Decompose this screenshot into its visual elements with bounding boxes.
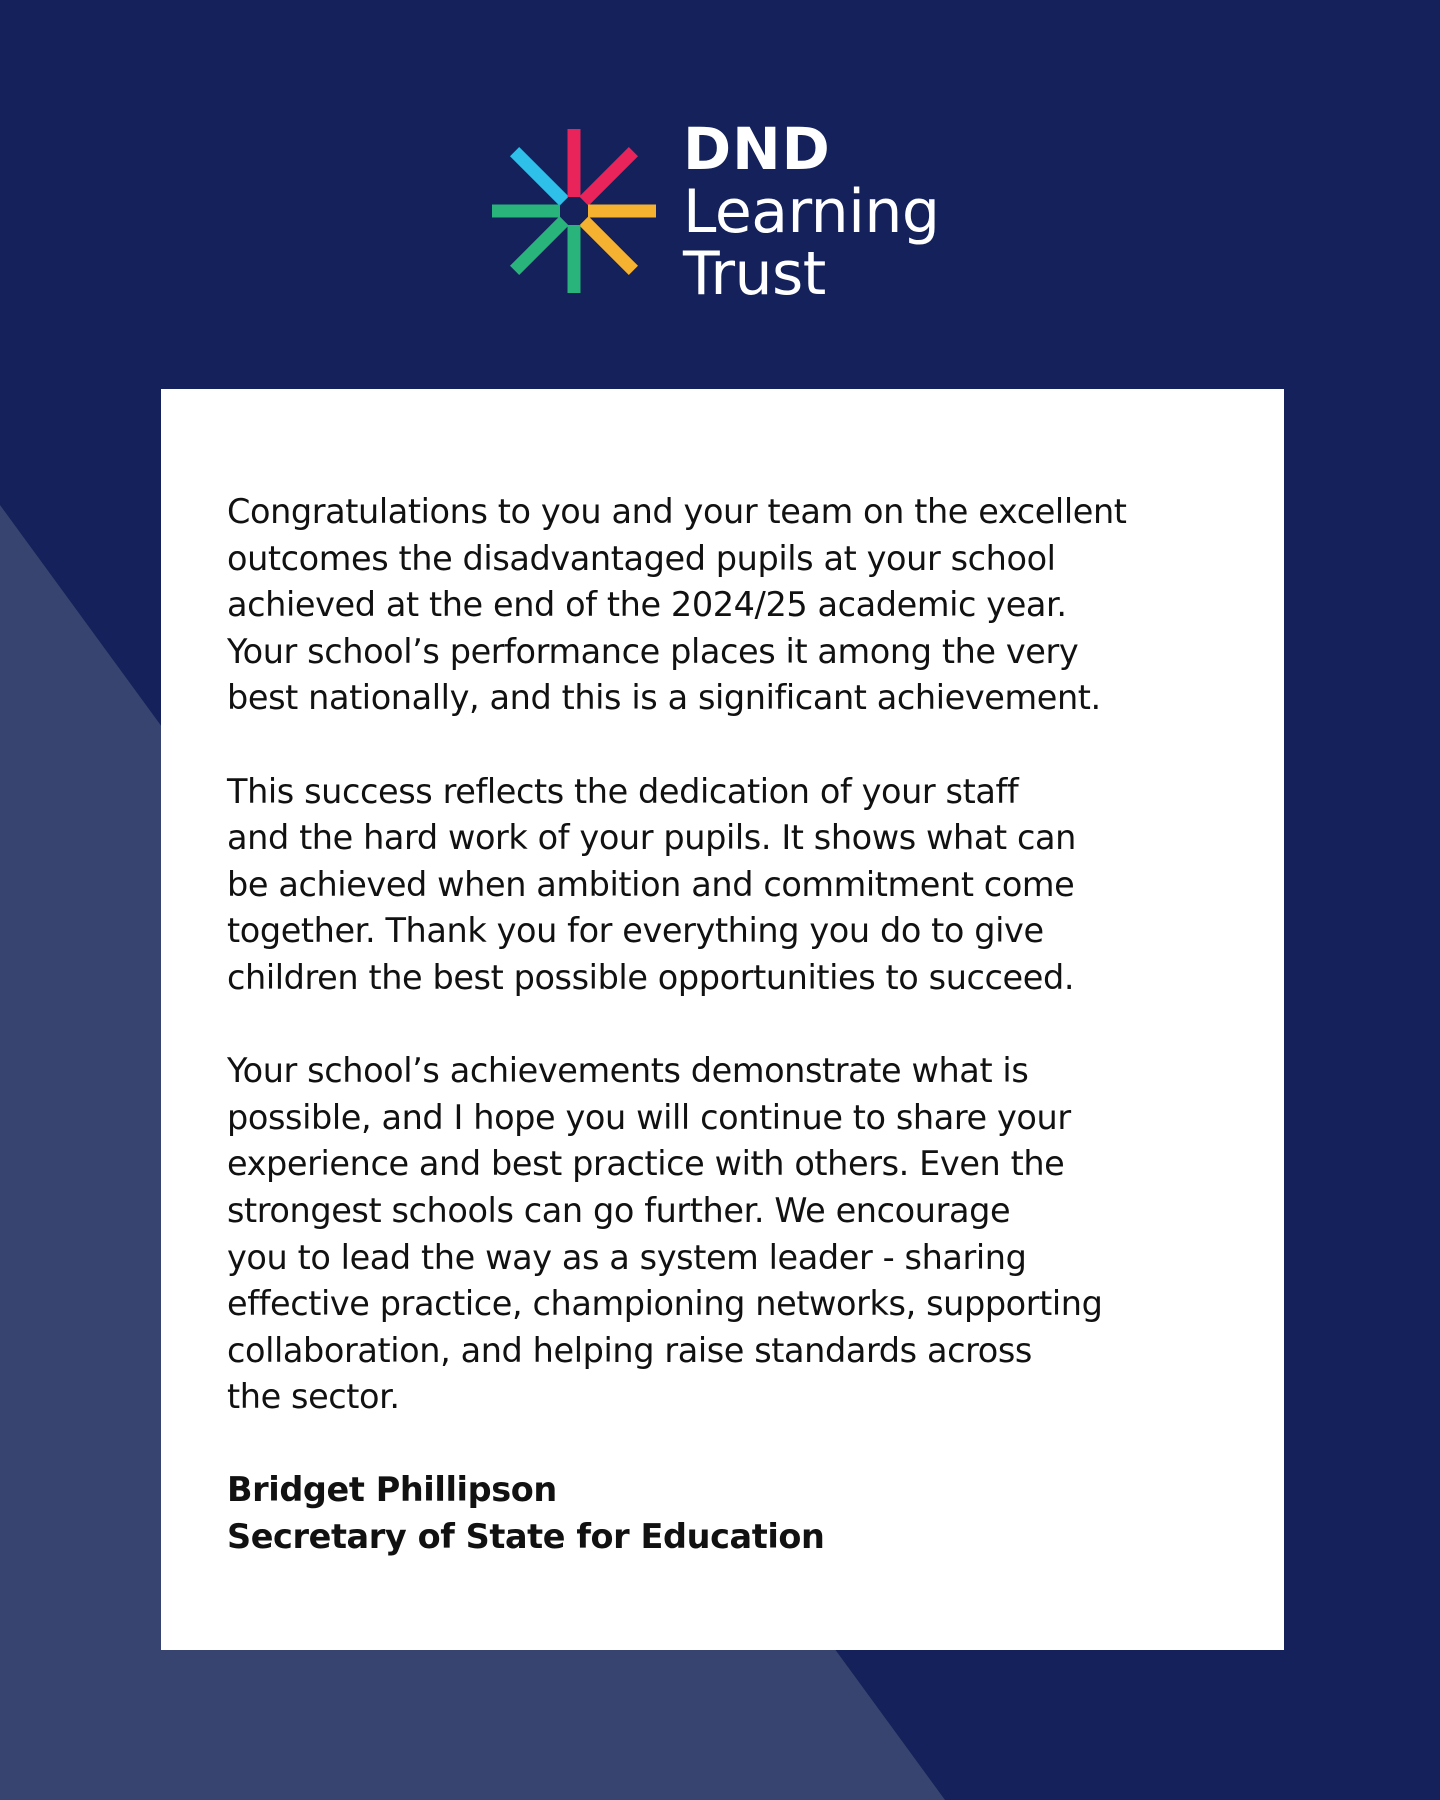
letter-line: possible, and I hope you will continue to share your <box>227 1097 1071 1137</box>
letter-paragraph-1 <box>227 489 1224 722</box>
signature-title: Secretary of State for Education <box>227 1517 825 1557</box>
letter-paragraph-2 <box>227 769 1224 1002</box>
letter-line: This success reflects the dedication of your staff <box>227 771 1019 811</box>
logo-arm <box>515 152 565 202</box>
letter-line: strongest schools can go further. We encourage <box>227 1190 1011 1230</box>
logo-text-dnd: DND <box>683 115 831 183</box>
letter-line: effective practice, championing networks, supporting <box>227 1284 1103 1324</box>
letter-line: and the hard work of your pupils. It shows what can <box>227 818 1076 858</box>
letter-line: outcomes the disadvantaged pupils at your school <box>227 538 1056 578</box>
letter-line: Your school’s performance places it among the very <box>227 631 1079 671</box>
letter-line: Congratulations to you and your team on the excellent <box>227 492 1127 531</box>
logo-wordmark <box>683 115 940 309</box>
letter-line: best nationally, and this is a significant achievement. <box>227 678 1101 718</box>
letter-paragraph-3 <box>227 1048 1224 1421</box>
logo-starburst-icon <box>485 122 663 300</box>
logo-text-learning: Learning <box>683 177 940 247</box>
logo-arm <box>515 221 565 271</box>
letter-line: the sector. <box>227 1377 400 1417</box>
logo-arm <box>584 152 634 202</box>
logo-arm <box>584 221 634 271</box>
letter-line: achieved at the end of the 2024/25 academic year. <box>227 585 1067 625</box>
signature-name: Bridget Phillipson <box>227 1470 557 1510</box>
signature-block <box>227 1467 1224 1560</box>
letter-line: be achieved when ambition and commitment come <box>227 864 1075 904</box>
letter-line: collaboration, and helping raise standards across <box>227 1330 1032 1370</box>
dnd-learning-trust-logo <box>485 115 965 309</box>
letter-line: Your school’s achievements demonstrate what is <box>227 1051 1029 1091</box>
logo-text-trust: Trust <box>683 239 826 309</box>
letter-line: children the best possible opportunities to succeed. <box>227 957 1075 997</box>
letter-line: you to lead the way as a system leader - sharing <box>227 1237 1027 1277</box>
letter-line: experience and best practice with others. Even the <box>227 1144 1065 1184</box>
letter-card <box>161 389 1284 1650</box>
letter-line: together. Thank you for everything you do to give <box>227 911 1044 951</box>
